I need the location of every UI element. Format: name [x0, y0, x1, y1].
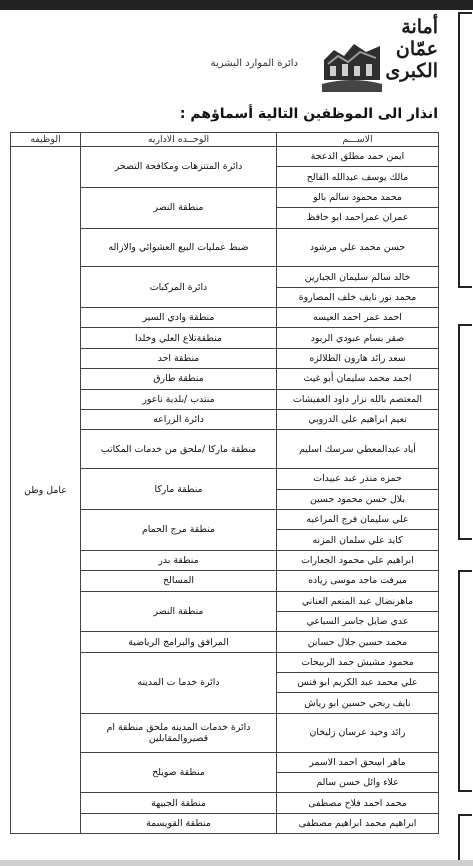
employee-name-cell: كايد علي سلمان المزنه: [277, 530, 439, 550]
employee-name-cell: علي محمد عبد الكريم ابو فنس: [277, 673, 439, 693]
city-skyline-icon: [320, 20, 384, 96]
admin-unit-cell: دائرة الزراعه: [81, 410, 277, 430]
employee-name-cell: محمد احمد فلاح مصطفى: [277, 793, 439, 813]
adjacent-column-frame: [458, 814, 472, 862]
column-header-job: الوظيفه: [11, 133, 81, 147]
table-row: [11, 147, 439, 167]
employee-name-cell: نعيم ابراهيم علي الدروبي: [277, 410, 439, 430]
column-header-name: الاســـم: [277, 133, 439, 147]
admin-unit-cell: المرافق والبرامج الرياضية: [81, 632, 277, 652]
admin-unit-cell: دائرة خدمات المدينه ملحق منطقة ام قصيروالمقابلين: [81, 713, 277, 752]
department-name: دائرة الموارد البشرية: [210, 58, 298, 69]
employee-table: [10, 132, 439, 834]
employee-name-cell: المعتصم بالله نزار داود العفيشات: [277, 389, 439, 409]
table-header-row: [11, 133, 439, 147]
admin-unit-cell: منطقة صويلح: [81, 752, 277, 793]
employee-name-cell: محمد حسين جلال حسابن: [277, 632, 439, 652]
adjacent-column-frame: [458, 570, 472, 792]
employee-name-cell: أياد عبدالمعطي سرسك اسليم: [277, 430, 439, 469]
job-title-cell: عامل وطن: [11, 147, 81, 834]
gam-logo: [320, 14, 438, 100]
admin-unit-cell: دائرة خدما ت المدينه: [81, 652, 277, 713]
admin-unit-cell: منطقة النصر: [81, 591, 277, 632]
employee-name-cell: ابراهيم محمد ابراهيم مصطفى: [277, 813, 439, 833]
admin-unit-cell: منطقة طارق: [81, 369, 277, 389]
admin-unit-cell: منطقة بدر: [81, 550, 277, 570]
logo-line: عمّان: [395, 38, 438, 60]
employee-name-cell: علاء وائل حسن سالم: [277, 773, 439, 793]
employee-name-cell: نايف ربحي حسين ابو رياش: [277, 693, 439, 713]
admin-unit-cell: منطقة وادي السير: [81, 308, 277, 328]
bottom-strip: [0, 860, 473, 866]
employee-name-cell: ماهرنضال عبد المنعم العناني: [277, 591, 439, 611]
employee-name-cell: مالك يوسف عبدالله الفالح: [277, 167, 439, 187]
admin-unit-cell: منتدب /بلدية ناعور: [81, 389, 277, 409]
notice-header: [10, 12, 438, 104]
employee-name-cell: صقر بسام عبودي الربود: [277, 328, 439, 348]
employee-name-cell: محمد نور نايف خلف المصاروة: [277, 287, 439, 307]
employee-name-cell: احمد عمر احمد العيسه: [277, 308, 439, 328]
admin-unit-cell: منطقة القويسمة: [81, 813, 277, 833]
top-border-bar: [0, 0, 473, 10]
notice-page: [10, 12, 438, 860]
employee-name-cell: علي سليمان فرج المراعيه: [277, 509, 439, 529]
employee-name-cell: بلال حسن محمود حسين: [277, 489, 439, 509]
logo-line: أمانة: [401, 16, 438, 38]
employee-table-body: [11, 147, 439, 834]
admin-unit-cell: منطقة الجبيهة: [81, 793, 277, 813]
employee-name-cell: حسن محمد علي مرشود: [277, 228, 439, 267]
employee-name-cell: عدي صايل جاسر السباعي: [277, 611, 439, 631]
logo-line: الكبرى: [385, 60, 438, 82]
admin-unit-cell: منطقة النصر: [81, 187, 277, 228]
employee-name-cell: خالد سالم سليمان الجبارين: [277, 267, 439, 287]
employee-name-cell: ميرفت ماجد موسى زياده: [277, 571, 439, 591]
admin-unit-cell: دائرة المركبات: [81, 267, 277, 308]
admin-unit-cell: منطقةتلاع العلي وخلدا: [81, 328, 277, 348]
employee-name-cell: احمد محمد سليمان أبو غيث: [277, 369, 439, 389]
employee-name-cell: محمود مشيش حمد الربيحات: [277, 652, 439, 672]
admin-unit-cell: المسالخ: [81, 571, 277, 591]
admin-unit-cell: ضبط عمليات البيع العشوائي والازاله: [81, 228, 277, 267]
employee-name-cell: ايمن حمد مطلق الدعجة: [277, 147, 439, 167]
admin-unit-cell: منطقة احد: [81, 348, 277, 368]
employee-name-cell: حمزه منذر عبد عبيدات: [277, 469, 439, 489]
employee-name-cell: عمران عمراحمد ابو حافظ: [277, 208, 439, 228]
employee-name-cell: ابراهيم علي محمود الجعارات: [277, 550, 439, 570]
employee-name-cell: رائد وحيد عرسان زليخان: [277, 713, 439, 752]
admin-unit-cell: منطقة ماركا: [81, 469, 277, 510]
column-header-unit: الوحــده الاداريه: [81, 133, 277, 147]
admin-unit-cell: منطقة مرج الحمام: [81, 509, 277, 550]
admin-unit-cell: منطقة ماركا /ملحق من خدمات المكاتب: [81, 430, 277, 469]
notice-headline: انذار الى الموظفين التالية أسماؤهم :: [179, 106, 438, 122]
logo-wordmark: [378, 16, 438, 82]
adjacent-column-frame: [458, 324, 472, 540]
employee-name-cell: ماهر اسحق احمد الاسمر: [277, 752, 439, 772]
employee-name-cell: محمد محمود سالم بالو: [277, 187, 439, 207]
adjacent-column-frame: [458, 12, 472, 288]
employee-name-cell: سعد رائد هارون الطلالزه: [277, 348, 439, 368]
admin-unit-cell: دائرة المتنزهات ومكافحة التصحر: [81, 147, 277, 188]
